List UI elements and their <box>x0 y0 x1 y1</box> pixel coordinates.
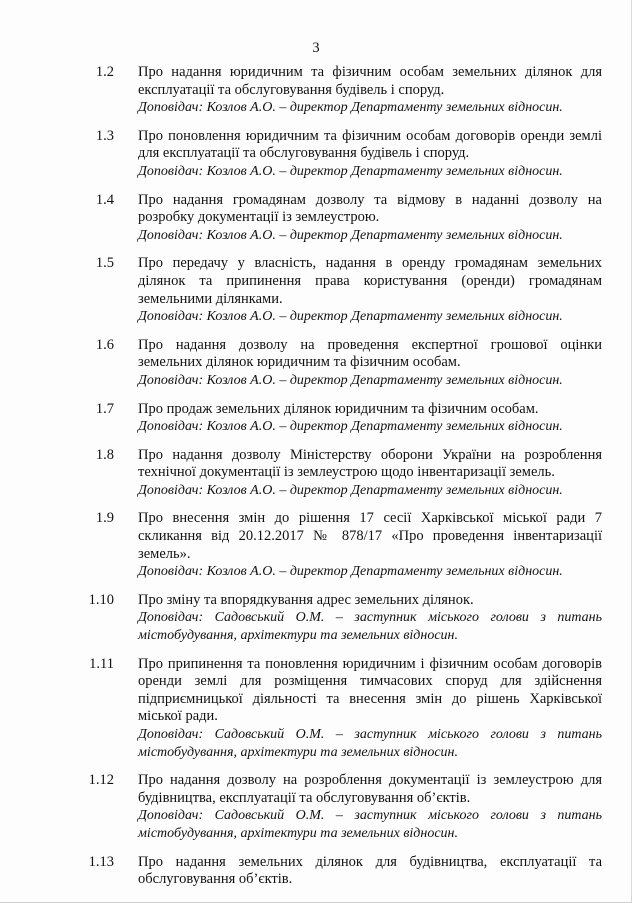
item-title: Про надання юридичним та фізичним особам земельних ділянок для експлуатації та обслуговування будівель і споруд. <box>138 64 602 98</box>
item-speaker: Доповідач: Садовський О.М. – заступник міського голови з питань містобудування, архітектури та земельних відносин. <box>138 610 602 644</box>
item-title: Про поновлення юридичним та фізичним особам договорів оренди землі для експлуатації та обслуговування будівель і споруд. <box>138 127 602 162</box>
item-speaker: Доповідач: Козлов А.О. – директор Департаменту земельних відносин. <box>138 482 563 498</box>
item-speaker: Доповідач: Козлов А.О. – директор Департаменту земельних відносин. <box>138 100 563 116</box>
item-title: Про продаж земельних ділянок юридичним та фізичним особам. <box>138 400 539 417</box>
agenda-item <box>0 854 632 889</box>
item-title: Про надання дозволу на проведення експертної грошової оцінки земельних ділянок юридичним та фізичним особам. <box>138 336 602 371</box>
agenda-item <box>0 192 632 245</box>
item-title: Про надання земельних ділянок для будівництва, експлуатації та обслуговування об’єктів. <box>138 853 602 888</box>
item-body <box>138 447 602 500</box>
item-body <box>138 772 602 842</box>
item-body <box>138 592 602 645</box>
item-number: 1.6 <box>95 336 114 353</box>
item-body <box>138 128 602 181</box>
item-title: Про передачу у власність, надання в оренду громадянам земельних ділянок та припинення права користування (оренди) громадянам земельними ділянками. <box>138 255 602 307</box>
item-speaker: Доповідач: Козлов А.О. – директор Департаменту земельних відносин. <box>138 163 563 179</box>
item-body <box>138 337 602 390</box>
agenda-item <box>0 592 632 645</box>
page-number: 3 <box>312 40 320 56</box>
item-number: 1.8 <box>95 446 114 463</box>
agenda-item <box>0 447 632 500</box>
item-number: 1.5 <box>95 255 114 272</box>
item-speaker: Доповідач: Садовський О.М. – заступник міського голови з питань містобудування, архітектури та земельних відносин. <box>138 808 602 841</box>
item-number: 1.11 <box>89 655 114 672</box>
item-title: Про внесення змін до рішення 17 сесії Харківської міської ради 7 скликання від 20.12.2017 № 878/17 «Про проведення інвентаризації земель». <box>138 510 602 562</box>
item-speaker: Доповідач: Козлов А.О. – директор Департаменту земельних відносин. <box>138 227 563 243</box>
item-body <box>138 401 602 436</box>
agenda-item <box>0 401 632 436</box>
agenda-item <box>0 510 632 580</box>
agenda-item <box>0 337 632 390</box>
item-speaker: Доповідач: Козлов А.О. – директор Департаменту земельних відносин. <box>138 564 563 580</box>
item-title: Про надання дозволу Міністерству оборони України на розроблення технічної документації із землеустрою щодо інвентаризації земель. <box>138 446 602 481</box>
item-speaker: Доповідач: Козлов А.О. – директор Департаменту земельних відносин. <box>138 372 563 388</box>
item-speaker: Доповідач: Козлов А.О. – директор Департаменту земельних відносин. <box>138 309 563 325</box>
item-number: 1.10 <box>88 591 114 608</box>
item-title: Про припинення та поновлення юридичним і фізичним особам договорів оренди землі для розміщення тимчасових споруд для здійснення підприємницької діяльності та внесення змін до рішень Харківської міської ради. <box>138 655 602 725</box>
item-body <box>138 510 602 580</box>
item-body <box>138 64 602 117</box>
item-title: Про зміну та впорядкування адрес земельних ділянок. <box>138 591 474 608</box>
item-speaker: Доповідач: Козлов А.О. – директор Департаменту земельних відносин. <box>138 419 563 435</box>
agenda-item <box>0 128 632 181</box>
item-number: 1.3 <box>95 127 114 144</box>
item-speaker: Доповідач: Садовський О.М. – заступник міського голови з питань містобудування, архітектури та земельних відносин. <box>138 727 602 760</box>
item-number: 1.13 <box>88 853 114 870</box>
item-number: 1.2 <box>95 64 114 80</box>
item-number: 1.12 <box>88 772 114 789</box>
agenda-item <box>0 656 632 762</box>
agenda-list <box>0 64 632 900</box>
agenda-item <box>0 255 632 325</box>
item-number: 1.7 <box>95 400 114 417</box>
item-body <box>138 656 602 762</box>
agenda-item <box>0 64 632 117</box>
agenda-item <box>0 772 632 842</box>
item-body <box>138 255 602 325</box>
item-title: Про надання дозволу на розроблення документації із землеустрою для будівництва, експлуатації та обслуговування об’єктів. <box>138 772 602 806</box>
item-body <box>138 854 602 889</box>
item-number: 1.4 <box>95 191 114 208</box>
item-title: Про надання громадянам дозволу та відмову в наданні дозволу на розробку документації із землеустрою. <box>138 191 602 226</box>
item-number: 1.9 <box>95 510 114 527</box>
item-body <box>138 192 602 245</box>
